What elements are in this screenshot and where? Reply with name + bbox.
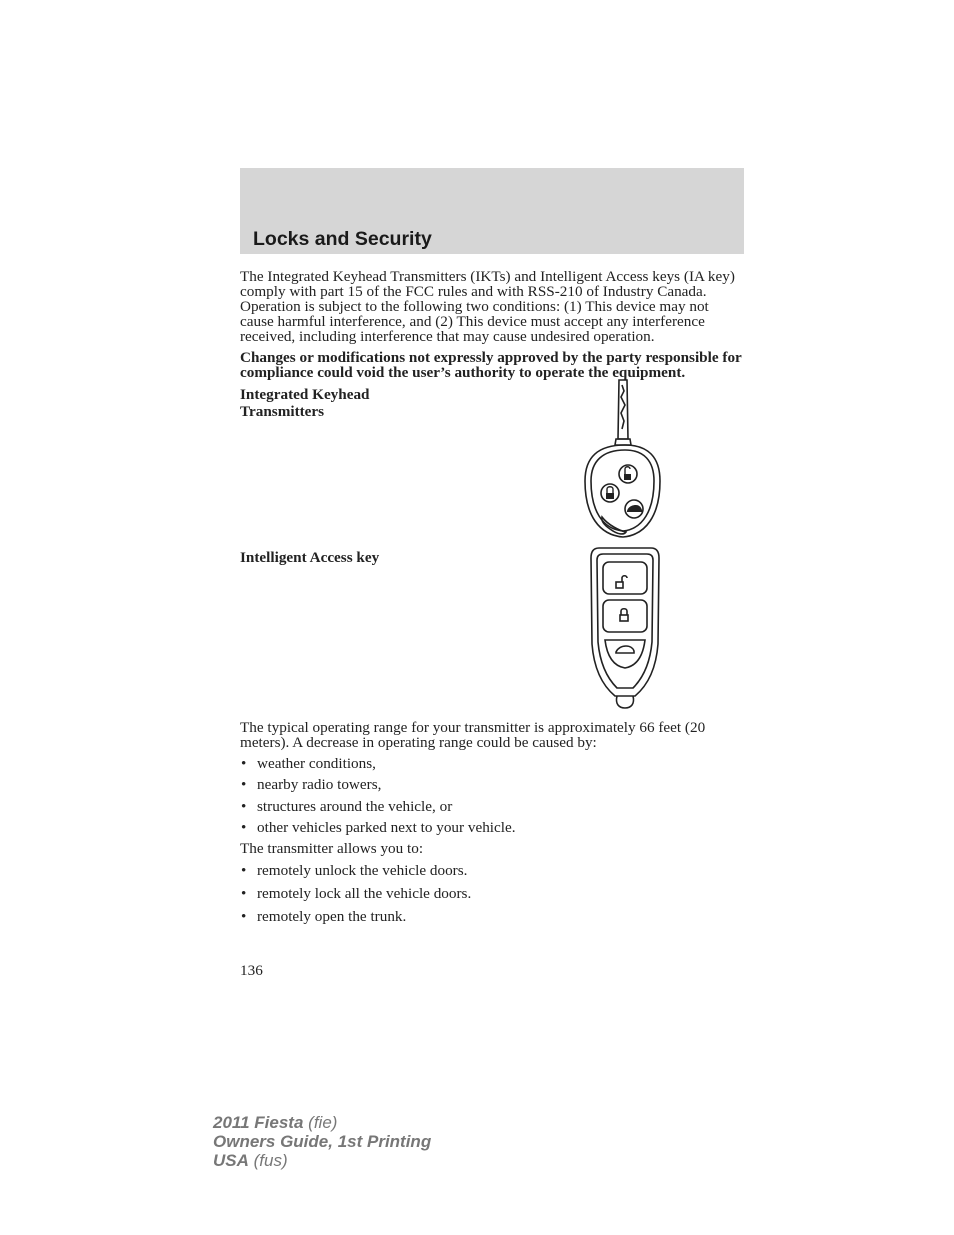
list-item: • remotely open the trunk. xyxy=(240,909,744,924)
list-item: • other vehicles parked next to your vehicle. xyxy=(240,820,744,835)
section-title: Locks and Security xyxy=(253,228,432,250)
footer-line-market xyxy=(213,1151,431,1170)
section-header-band xyxy=(240,168,744,254)
figure-ikt xyxy=(240,386,744,550)
list-item: • structures around the vehicle, or xyxy=(240,799,744,814)
intelligent-access-key-icon xyxy=(585,544,665,710)
page-number: 136 xyxy=(240,962,263,979)
list-item: • nearby radio towers, xyxy=(240,777,744,792)
list-item: • weather conditions, xyxy=(240,756,744,771)
figure-ia-key-label: Intelligent Access key xyxy=(240,549,380,566)
document-footer xyxy=(213,1113,431,1170)
footer-line-model xyxy=(213,1113,431,1132)
list-item: • remotely lock all the vehicle doors. xyxy=(240,886,744,901)
fcc-warning-paragraph: Changes or modifications not expressly approved by the party responsible for compliance could void the user’s authority to operate the equipment. xyxy=(240,349,742,381)
allows-list xyxy=(240,863,744,924)
footer-model: 2011 Fiesta xyxy=(213,1113,304,1132)
footer-line-guide xyxy=(213,1132,431,1151)
allows-paragraph: The transmitter allows you to: xyxy=(240,840,424,857)
keyhead-transmitter-icon xyxy=(580,377,670,543)
range-causes-list xyxy=(240,756,744,835)
footer-market: USA xyxy=(213,1151,249,1170)
footer-market-code: (fus) xyxy=(253,1151,288,1170)
footer-model-code: (fie) xyxy=(308,1113,338,1132)
list-item: • remotely unlock the vehicle doors. xyxy=(240,863,744,878)
range-paragraph: The typical operating range for your transmitter is approximately 66 feet (20 meters). A decrease in operating range could be caused by: xyxy=(240,719,706,751)
figure-ia-key xyxy=(240,550,744,720)
footer-guide: Owners Guide, 1st Printing xyxy=(213,1132,432,1151)
page-content xyxy=(240,269,744,924)
fcc-intro-paragraph: The Integrated Keyhead Transmitters (IKTs) and Intelligent Access keys (IA key) comply with part 15 of the FCC rules and with RSS-210 of Industry Canada. Operation is subject to the following two conditions: (1) This device may not cause harmful interference, and (2) This device must accept any interference received, including interference that may cause undesired operation. xyxy=(240,268,735,345)
figure-ikt-label: Integrated Keyhead Transmitters xyxy=(240,386,370,420)
